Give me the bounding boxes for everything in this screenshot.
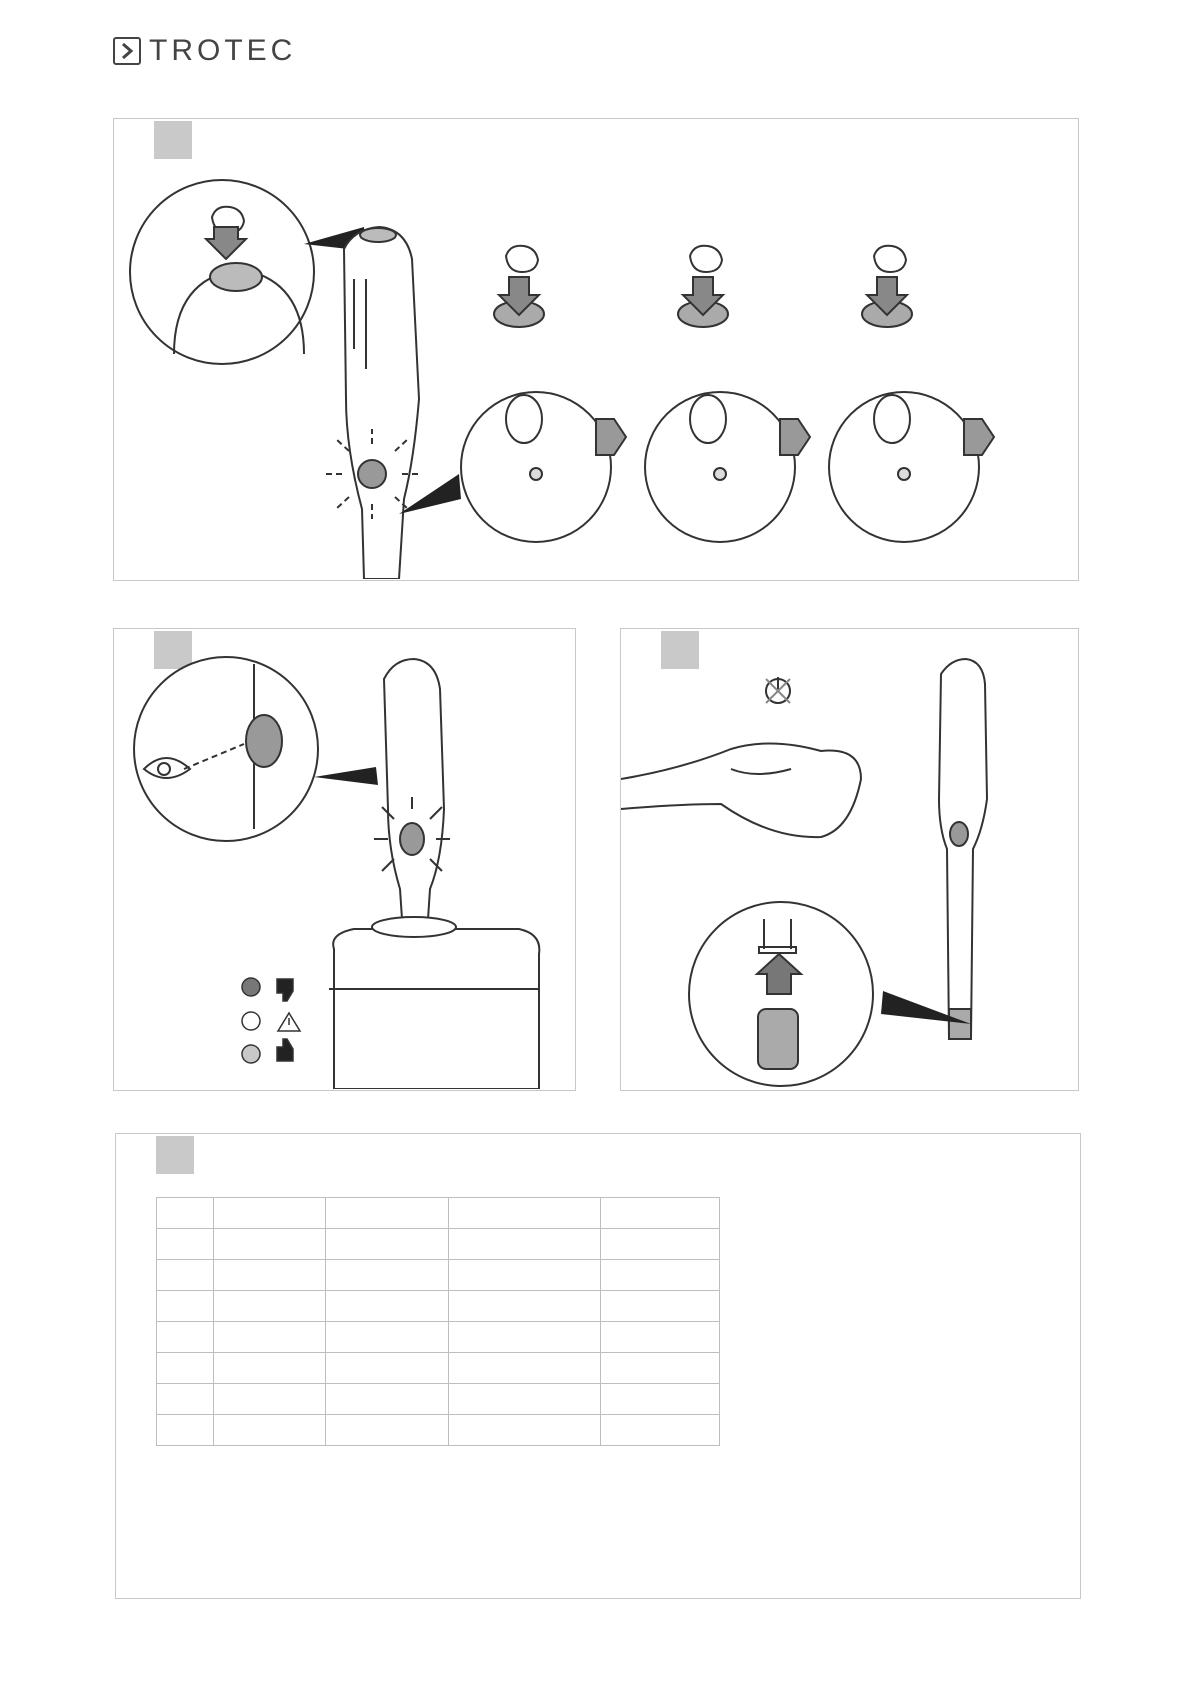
brand-logo <box>113 34 353 68</box>
figure-4-panel <box>115 1133 1081 1599</box>
table-cell <box>326 1384 448 1415</box>
table-cell <box>601 1291 720 1322</box>
table-row <box>157 1353 720 1384</box>
figure-4-number-tag <box>156 1136 194 1174</box>
table-cell <box>448 1384 601 1415</box>
table-cell <box>157 1229 214 1260</box>
table-cell <box>448 1291 601 1322</box>
table-row <box>157 1384 720 1415</box>
table-cell <box>448 1322 601 1353</box>
table-row <box>157 1229 720 1260</box>
table-cell <box>214 1291 326 1322</box>
table-cell <box>157 1260 214 1291</box>
table-cell <box>601 1198 720 1229</box>
table-cell <box>601 1353 720 1384</box>
table-cell <box>157 1291 214 1322</box>
table-cell <box>601 1415 720 1446</box>
table-row <box>157 1198 720 1229</box>
table-cell <box>326 1260 448 1291</box>
table-row <box>157 1291 720 1322</box>
figure-2-panel <box>113 628 576 1091</box>
table-cell <box>448 1229 601 1260</box>
table-cell <box>601 1229 720 1260</box>
table-cell <box>214 1353 326 1384</box>
table-cell <box>214 1198 326 1229</box>
brand-name: TROTEC <box>149 34 297 67</box>
table-cell <box>448 1198 601 1229</box>
table-cell <box>601 1322 720 1353</box>
table-cell <box>448 1415 601 1446</box>
table-row <box>157 1322 720 1353</box>
table-cell <box>448 1353 601 1384</box>
table-cell <box>601 1260 720 1291</box>
table-cell <box>326 1198 448 1229</box>
table-cell <box>157 1353 214 1384</box>
table-cell <box>326 1415 448 1446</box>
figure-2-illustration <box>114 629 574 1089</box>
table-cell <box>448 1260 601 1291</box>
table-cell <box>326 1353 448 1384</box>
table-cell <box>326 1322 448 1353</box>
figure-3-panel <box>620 628 1079 1091</box>
table-row <box>157 1260 720 1291</box>
table-cell <box>157 1322 214 1353</box>
table-cell <box>326 1229 448 1260</box>
logo-chevron-icon <box>113 37 141 65</box>
figure-3-illustration <box>621 629 1077 1089</box>
table-cell <box>214 1384 326 1415</box>
table-cell <box>157 1198 214 1229</box>
table-cell <box>326 1291 448 1322</box>
table-cell <box>157 1415 214 1446</box>
table-cell <box>214 1260 326 1291</box>
table-cell <box>601 1384 720 1415</box>
spec-table <box>156 1197 720 1446</box>
table-cell <box>157 1384 214 1415</box>
figure-1-illustration <box>114 119 1077 579</box>
table-cell <box>214 1322 326 1353</box>
table-cell <box>214 1229 326 1260</box>
table-row <box>157 1415 720 1446</box>
table-cell <box>214 1415 326 1446</box>
figure-1-panel <box>113 118 1079 581</box>
